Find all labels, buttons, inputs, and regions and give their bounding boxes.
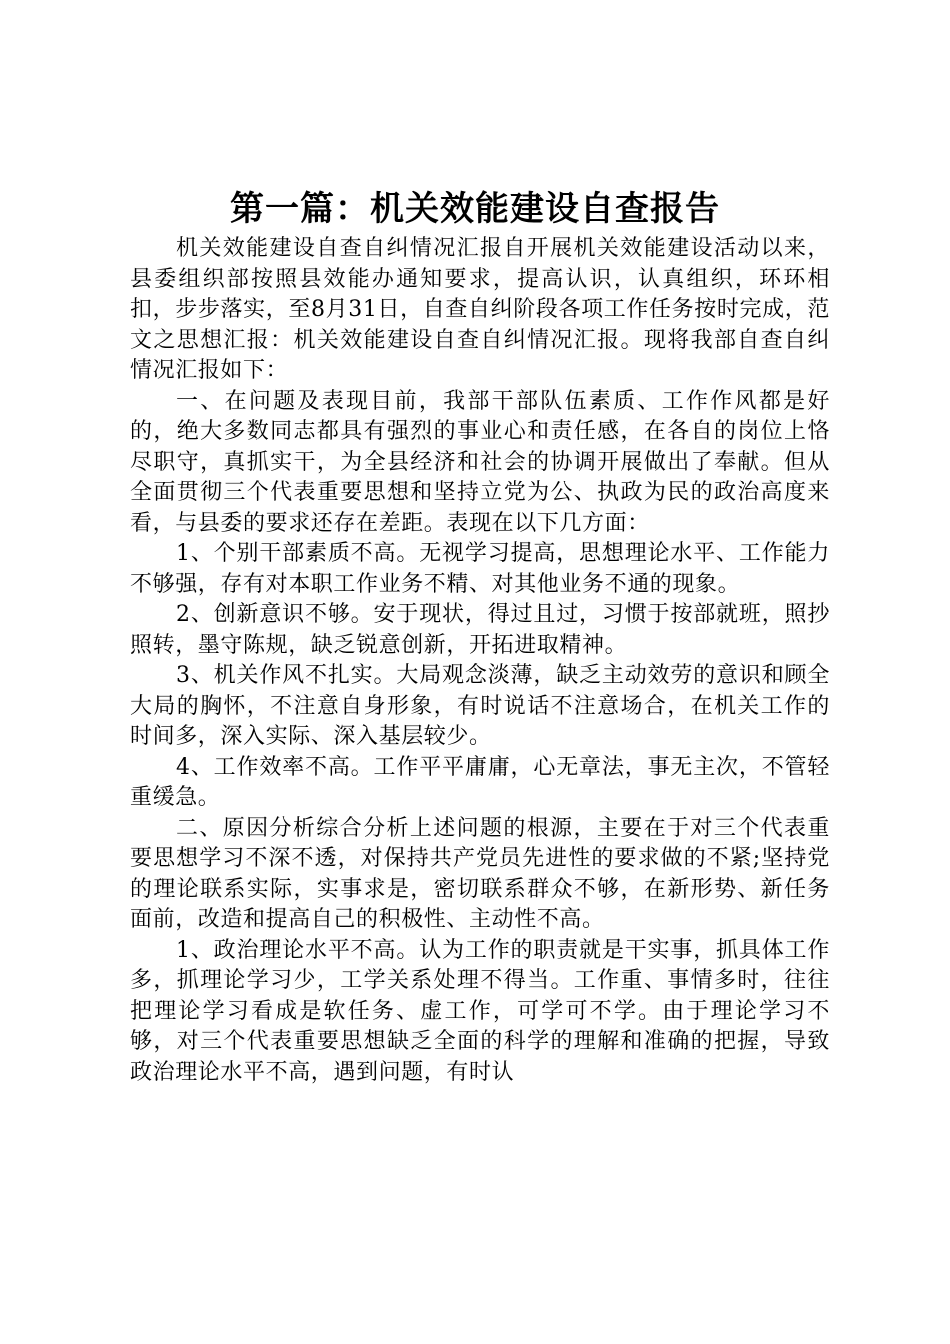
paragraph-intro: 机关效能建设自查自纠情况汇报自开展机关效能建设活动以来，县委组织部按照县效能办通知要求，提高认识，认真组织，环环相扣，步步落实，至8月31日，自查自纠阶段各项工作任务按时完成，范文之思想汇报：机关效能建设自查自纠情况汇报。现将我部自查自纠情况汇报如下： [130, 236, 830, 383]
paragraph-section-2: 二、原因分析综合分析上述问题的根源，主要在于对三个代表重要思想学习不深不透，对保持共产党员先进性的要求做的不紧;坚持党的理论联系实际，实事求是，密切联系群众不够，在新形势、新任务面前，改造和提高自己的积极性、主动性不高。 [130, 815, 830, 932]
paragraph-item-4: 4、工作效率不高。工作平平庸庸，心无章法，事无主次，不管轻重缓急。 [130, 754, 830, 810]
document-body [130, 234, 830, 1088]
paragraph-item-3: 3、机关作风不扎实。大局观念淡薄，缺乏主动效劳的意识和顾全大局的胸怀，不注意自身形象，有时说话不注意场合，在机关工作的时间多，深入实际、深入基层较少。 [130, 663, 830, 749]
document-title: 第一篇：机关效能建设自查报告 [230, 189, 720, 229]
paragraph-item-1: 1、个别干部素质不高。无视学习提高，思想理论水平、工作能力不够强，存有对本职工作业务不精、对其他业务不通的现象。 [130, 541, 830, 597]
paragraph-section-1: 一、在问题及表现目前，我部干部队伍素质、工作作风都是好的，绝大多数同志都具有强烈的事业心和责任感，在各自的岗位上恪尽职守，真抓实干，为全县经济和社会的协调开展做出了奉献。但从全面贯彻三个代表重要思想和坚持立党为公、执政为民的政治高度来看，与县委的要求还存在差距。表现在以下几方面： [130, 388, 830, 536]
paragraph-item-2: 2、创新意识不够。安于现状，得过且过，习惯于按部就班，照抄照转，墨守陈规，缺乏锐意创新，开拓进取精神。 [130, 602, 830, 658]
paragraph-cause-1: 1、政治理论水平不高。认为工作的职责就是干实事，抓具体工作多，抓理论学习少，工学关系处理不得当。工作重、事情多时，往往把理论学习看成是软任务、虚工作，可学可不学。由于理论学习不够，对三个代表重要思想缺乏全面的科学的理解和准确的把握，导致政治理论水平不高，遇到问题，有时认 [130, 937, 830, 1085]
